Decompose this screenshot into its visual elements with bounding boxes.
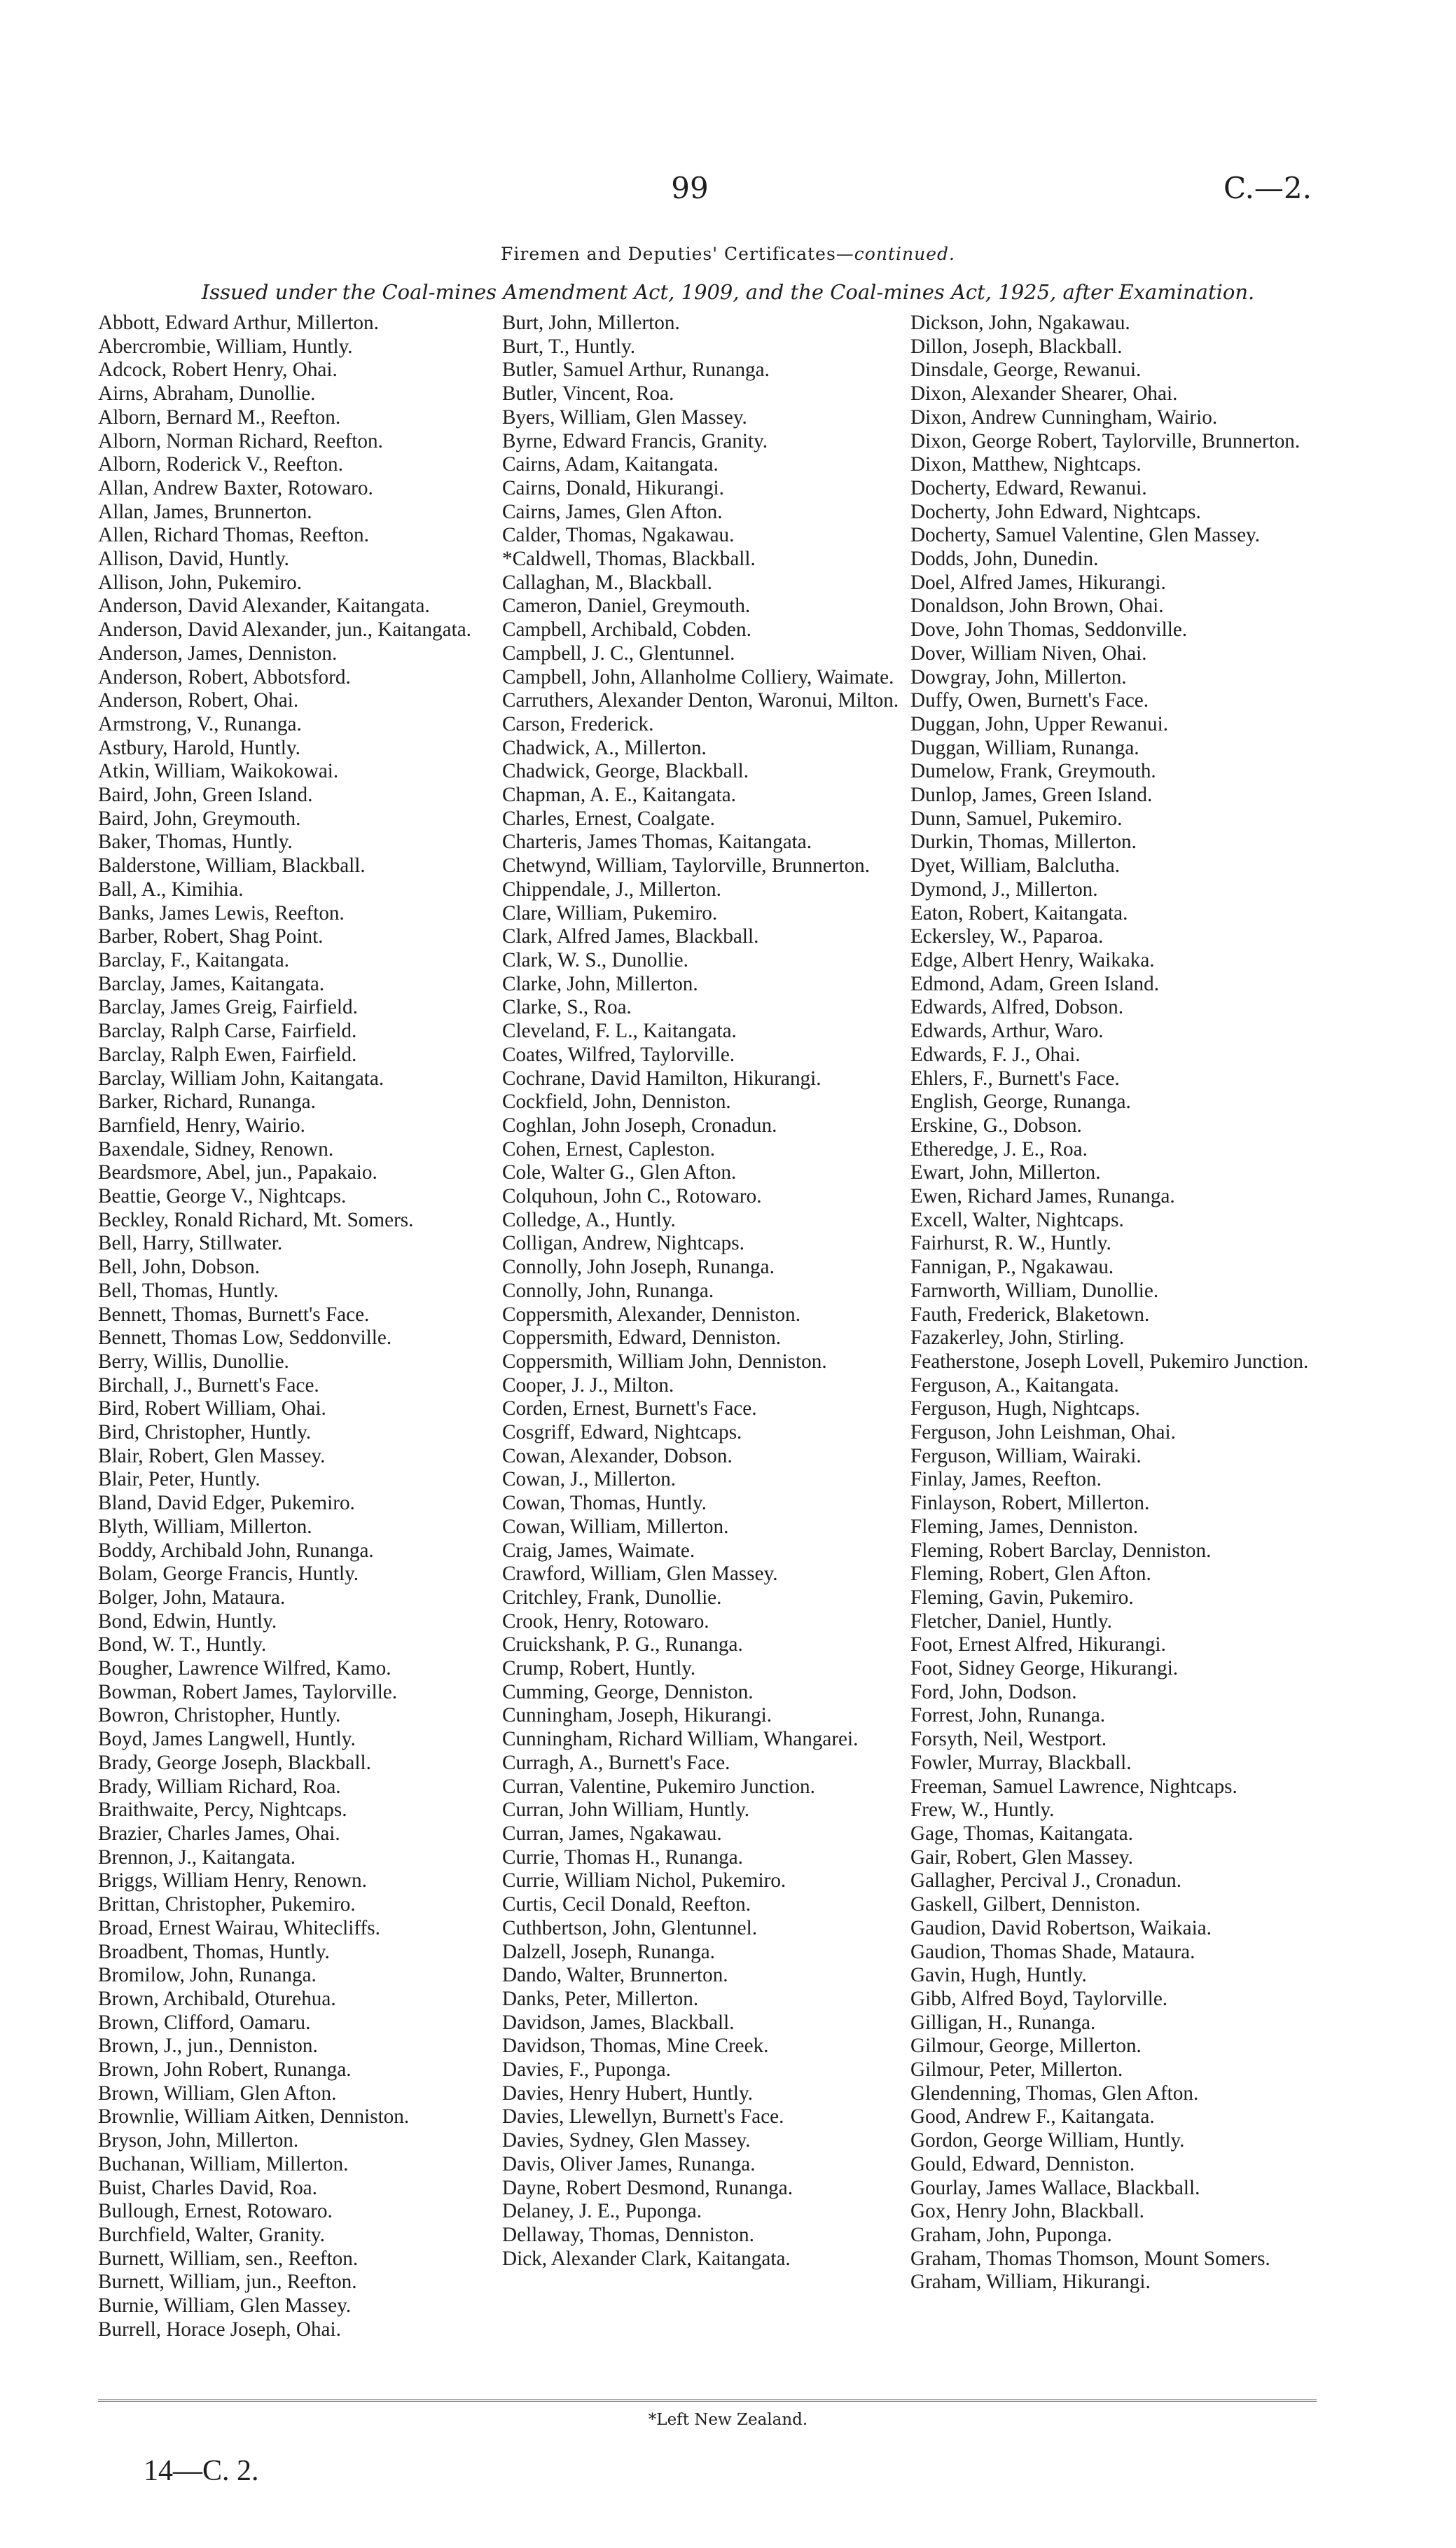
certificate-holder-entry: Bullough, Ernest, Rotowaro. [98,2200,333,2223]
certificate-holder-entry: Dunlop, James, Green Island. [910,784,1153,807]
certificate-holder-entry: Beattie, George V., Nightcaps. [98,1185,347,1208]
certificate-holder-entry: Burt, T., Huntly. [502,335,635,358]
certificate-holder-entry: Cleveland, F. L., Kaitangata. [502,1020,737,1043]
certificate-holder-entry: Connolly, John, Runanga. [502,1279,714,1302]
certificate-holder-entry: Birchall, J., Burnett's Face. [98,1373,319,1397]
names-column-1 [98,312,508,2341]
certificate-holder-entry: Etheredge, J. E., Roa. [910,1137,1088,1161]
certificate-holder-entry: Fletcher, Daniel, Huntly. [910,1609,1112,1633]
certificate-holder-entry: Dayne, Robert Desmond, Runanga. [502,2176,793,2199]
certificate-holder-entry: Allan, Andrew Baxter, Rotowaro. [98,476,373,499]
certificate-holder-entry: Gilmour, Peter, Millerton. [910,2058,1123,2082]
certificate-holder-entry: Cunningham, Joseph, Hikurangi. [502,1704,772,1727]
certificate-holder-entry: Corden, Ernest, Burnett's Face. [502,1397,757,1420]
certificate-holder-entry: Byrne, Edward Francis, Granity. [502,429,768,452]
certificate-holder-entry: Delaney, J. E., Puponga. [502,2200,702,2223]
certificate-holder-entry: Chapman, A. E., Kaitangata. [502,784,736,807]
certificate-holder-entry: Ewart, John, Millerton. [910,1161,1101,1184]
certificate-holder-entry: Bell, Thomas, Huntly. [98,1279,279,1302]
certificate-holder-entry: Allan, James, Brunnerton. [98,500,312,523]
certificate-holder-entry: Eckersley, W., Paparoa. [910,925,1104,948]
certificate-holder-entry: Curran, Valentine, Pukemiro Junction. [502,1775,815,1798]
certificate-holder-entry: Bougher, Lawrence Wilfred, Kamo. [98,1657,391,1680]
certificate-holder-entry: Campbell, Archibald, Cobden. [502,618,751,642]
certificate-holder-entry: Fleming, James, Denniston. [910,1515,1139,1538]
certificate-holder-entry: Brazier, Charles James, Ohai. [98,1822,340,1845]
certificate-holder-entry: Brown, Clifford, Oamaru. [98,2011,311,2034]
certificate-holder-entry: Bennett, Thomas, Burnett's Face. [98,1303,370,1326]
certificate-holder-entry: Davies, Llewellyn, Burnett's Face. [502,2105,784,2128]
certificate-holder-entry: Abbott, Edward Arthur, Millerton. [98,312,379,334]
certificate-holder-entry: Gavin, Hugh, Huntly. [910,1964,1087,1987]
certificate-holder-entry: Dellaway, Thomas, Denniston. [502,2223,754,2246]
certificate-holder-entry: Banks, James Lewis, Reefton. [98,901,345,925]
certificate-holder-entry: Coates, Wilfred, Taylorville. [502,1043,735,1066]
certificate-holder-entry: Bromilow, John, Runanga. [98,1964,317,1987]
certificate-holder-entry: Brown, J., jun., Denniston. [98,2035,318,2058]
certificate-holder-entry: Dixon, Andrew Cunningham, Wairio. [910,406,1218,429]
certificate-holder-entry: Barber, Robert, Shag Point. [98,925,324,948]
certificate-holder-entry: Dowgray, John, Millerton. [910,665,1127,688]
certificate-holder-entry: Clare, William, Pukemiro. [502,901,718,925]
certificate-holder-entry: Dixon, Alexander Shearer, Ohai. [910,382,1178,406]
certificate-holder-entry: Gaudion, Thomas Shade, Mataura. [910,1940,1195,1963]
certificate-holder-entry: Barclay, James Greig, Fairfield. [98,996,358,1019]
certificate-holder-entry: Barker, Richard, Runanga. [98,1090,316,1114]
certificate-holder-entry: Dando, Walter, Brunnerton. [502,1964,728,1987]
certificate-holder-entry: Duggan, William, Runanga. [910,736,1139,759]
certificate-holder-entry: Edwards, F. J., Ohai. [910,1043,1081,1066]
certificate-holder-entry: Davies, F., Puponga. [502,2058,671,2082]
certificate-holder-entry: Gage, Thomas, Kaitangata. [910,1822,1133,1845]
certificate-holder-entry: Cruickshank, P. G., Runanga. [502,1633,743,1656]
certificate-holder-entry: Clark, Alfred James, Blackball. [502,925,759,948]
certificate-holder-entry: Allison, John, Pukemiro. [98,571,303,594]
certificate-holder-entry: Allen, Richard Thomas, Reefton. [98,524,369,547]
certificate-holder-entry: Berry, Willis, Dunollie. [98,1350,289,1373]
certificate-holder-entry: Broad, Ernest Wairau, Whitecliffs. [98,1916,380,1939]
certificate-holder-entry: Cunningham, Richard William, Whangarei. [502,1728,859,1751]
certificate-holder-entry: Crump, Robert, Huntly. [502,1657,696,1680]
certificate-holder-entry: Chippendale, J., Millerton. [502,878,721,901]
certificate-holder-entry: Campbell, J. C., Glentunnel. [502,642,735,665]
certificate-holder-entry: Cosgriff, Edward, Nightcaps. [502,1421,742,1444]
certificate-holder-entry: Gilligan, H., Runanga. [910,2011,1096,2034]
certificate-holder-entry: Burnett, William, jun., Reefton. [98,2271,357,2294]
certificate-holder-entry: Dodds, John, Dunedin. [910,548,1099,571]
certificate-holder-entry: Docherty, John Edward, Nightcaps. [910,500,1201,523]
certificate-holder-entry: Davidson, Thomas, Mine Creek. [502,2035,769,2058]
certificate-holder-entry: Anderson, Robert, Abbotsford. [98,665,351,688]
certificate-holder-entry: Fleming, Robert, Glen Afton. [910,1563,1151,1586]
certificate-holder-entry: Dove, John Thomas, Seddonville. [910,618,1188,642]
certificate-holder-entry: Bond, Edwin, Huntly. [98,1609,277,1633]
certificate-holder-entry: Anderson, David Alexander, jun., Kaitangata. [98,618,471,642]
certificate-holder-entry: Cameron, Daniel, Greymouth. [502,595,751,618]
certificate-holder-entry: Allison, David, Huntly. [98,548,289,571]
certificate-holder-entry: Edwards, Alfred, Dobson. [910,996,1123,1019]
certificate-holder-entry: Charles, Ernest, Coalgate. [502,807,715,830]
certificate-holder-entry: Forrest, John, Runanga. [910,1704,1106,1727]
certificate-holder-entry: Baker, Thomas, Huntly. [98,831,293,854]
certificate-holder-entry: Barclay, William John, Kaitangata. [98,1067,384,1090]
certificate-holder-entry: Atkin, William, Waikokowai. [98,760,339,783]
certificate-holder-entry: Finlay, James, Reefton. [910,1468,1102,1491]
certificate-holder-entry: Braithwaite, Percy, Nightcaps. [98,1799,347,1822]
certificate-holder-entry: Bryson, John, Millerton. [98,2129,299,2152]
certificate-holder-entry: Fleming, Robert Barclay, Denniston. [910,1539,1212,1562]
certificate-holder-entry: Beardsmore, Abel, jun., Papakaio. [98,1161,377,1184]
certificate-holder-entry: Gaskell, Gilbert, Denniston. [910,1893,1141,1916]
certificate-holder-entry: Cockfield, John, Denniston. [502,1090,731,1114]
certificate-holder-entry: Duggan, John, Upper Rewanui. [910,712,1169,735]
certificate-holder-entry: Cochrane, David Hamilton, Hikurangi. [502,1067,821,1090]
certificate-holder-entry: Ferguson, John Leishman, Ohai. [910,1421,1176,1444]
certificate-holder-entry: Barclay, James, Kaitangata. [98,972,325,995]
certificate-holder-entry: Baxendale, Sidney, Renown. [98,1137,334,1161]
certificate-holder-entry: Dinsdale, George, Rewanui. [910,359,1142,382]
certificate-holder-entry: Currie, William Nichol, Pukemiro. [502,1869,786,1892]
certificate-holder-entry: Edmond, Adam, Green Island. [910,972,1160,995]
certificate-holder-entry: Bird, Christopher, Huntly. [98,1421,312,1444]
certificate-holder-entry: Coppersmith, William John, Denniston. [502,1350,827,1373]
certificate-holder-entry: Cole, Walter G., Glen Afton. [502,1161,737,1184]
certificate-holder-entry: Cowan, Alexander, Dobson. [502,1444,733,1467]
certificate-holder-entry: Curran, John William, Huntly. [502,1799,750,1822]
certificate-holder-entry: English, George, Runanga. [910,1090,1131,1114]
certificate-holder-entry: Barclay, F., Kaitangata. [98,948,289,971]
certificate-holder-entry: Fauth, Frederick, Blaketown. [910,1303,1150,1326]
section-title-continued: continued. [854,244,955,264]
certificate-holder-entry: Bird, Robert William, Ohai. [98,1397,326,1420]
certificate-holder-entry: Anderson, James, Denniston. [98,642,338,665]
certificate-holder-entry: *Caldwell, Thomas, Blackball. [502,548,756,571]
certificate-holder-entry: Carson, Frederick. [502,712,654,735]
certificate-holder-entry: Gibb, Alfred Boyd, Taylorville. [910,1987,1168,2010]
certificate-holder-entry: Gourlay, James Wallace, Blackball. [910,2176,1200,2199]
certificate-holder-entry: Chetwynd, William, Taylorville, Brunnerton. [502,854,871,878]
certificate-holder-entry: Craig, James, Waimate. [502,1539,695,1562]
certificate-holder-entry: Currie, Thomas H., Runanga. [502,1846,743,1869]
certificate-holder-entry: Ferguson, William, Wairaki. [910,1444,1142,1467]
certificate-holder-entry: Dover, William Niven, Ohai. [910,642,1147,665]
certificate-holder-entry: Dymond, J., Millerton. [910,878,1098,901]
certificate-holder-entry: Blair, Robert, Glen Massey. [98,1444,326,1467]
certificate-holder-entry: Blair, Peter, Huntly. [98,1468,261,1491]
certificate-holder-entry: Davies, Sydney, Glen Massey. [502,2129,751,2152]
certificate-holder-entry: Dickson, John, Ngakawau. [910,312,1130,334]
certificate-holder-entry: Cairns, Adam, Kaitangata. [502,453,719,476]
certificate-holder-entry: Edge, Albert Henry, Waikaka. [910,948,1155,971]
section-title [0,244,1456,264]
certificate-holder-entry: Brady, William Richard, Roa. [98,1775,341,1798]
certificate-holder-entry: Fazakerley, John, Stirling. [910,1327,1125,1350]
certificate-holder-entry: Burrell, Horace Joseph, Ohai. [98,2318,341,2341]
certificate-holder-entry: Barnfield, Henry, Wairio. [98,1114,305,1137]
print-reference: 14—C. 2. [144,2455,259,2487]
certificate-holder-entry: Blyth, William, Millerton. [98,1515,312,1538]
certificate-holder-entry: Butler, Samuel Arthur, Runanga. [502,359,770,382]
footnote: *Left New Zealand. [648,2411,808,2429]
certificate-holder-entry: Duffy, Owen, Burnett's Face. [910,689,1149,712]
certificate-holder-entry: Dillon, Joseph, Blackball. [910,335,1123,358]
certificate-holder-entry: Colledge, A., Huntly. [502,1208,676,1231]
certificate-holder-entry: Alborn, Roderick V., Reefton. [98,453,343,476]
certificate-holder-entry: Alborn, Bernard M., Reefton. [98,406,341,429]
certificate-holder-entry: Eaton, Robert, Kaitangata. [910,901,1128,925]
certificate-holder-entry: Crook, Henry, Rotowaro. [502,1609,709,1633]
certificate-holder-entry: Chadwick, A., Millerton. [502,736,707,759]
certificate-holder-entry: Ball, A., Kimihia. [98,878,244,901]
certificate-holder-entry: Graham, William, Hikurangi. [910,2271,1151,2294]
certificate-holder-entry: Coppersmith, Edward, Denniston. [502,1327,782,1350]
certificate-holder-entry: Clark, W. S., Dunollie. [502,948,688,971]
certificate-holder-entry: Foot, Ernest Alfred, Hikurangi. [910,1633,1166,1656]
certificate-holder-entry: Brady, George Joseph, Blackball. [98,1751,371,1774]
certificate-holder-entry: Foot, Sidney George, Hikurangi. [910,1657,1179,1680]
certificate-holder-entry: Gair, Robert, Glen Massey. [910,1846,1133,1869]
certificate-holder-entry: Dyet, William, Balclutha. [910,854,1121,878]
certificate-holder-entry: Coppersmith, Alexander, Denniston. [502,1303,801,1326]
certificate-holder-entry: Cairns, James, Glen Afton. [502,500,723,523]
certificate-holder-entry: Docherty, Samuel Valentine, Glen Massey. [910,524,1261,547]
certificate-holder-entry: Burnie, William, Glen Massey. [98,2294,352,2318]
certificate-holder-entry: Connolly, John Joseph, Runanga. [502,1256,775,1279]
certificate-holder-entry: Airns, Abraham, Dunollie. [98,382,316,406]
certificate-holder-entry: Ferguson, Hugh, Nightcaps. [910,1397,1140,1420]
certificate-holder-entry: Coghlan, John Joseph, Cronadun. [502,1114,777,1137]
certificate-holder-entry: Briggs, William Henry, Renown. [98,1869,367,1892]
certificate-holder-entry: Cowan, J., Millerton. [502,1468,677,1491]
certificate-holder-entry: Danks, Peter, Millerton. [502,1987,699,2010]
certificate-holder-entry: Brown, John Robert, Runanga. [98,2058,352,2082]
certificate-holder-entry: Doel, Alfred James, Hikurangi. [910,571,1166,594]
certificate-holder-entry: Bennett, Thomas Low, Seddonville. [98,1327,392,1350]
certificate-holder-entry: Curragh, A., Burnett's Face. [502,1751,730,1774]
certificate-holder-entry: Armstrong, V., Runanga. [98,712,302,735]
certificate-holder-entry: Brown, Archibald, Oturehua. [98,1987,336,2010]
certificate-holder-entry: Brittan, Christopher, Pukemiro. [98,1893,356,1916]
certificate-holder-entry: Cowan, Thomas, Huntly. [502,1492,707,1515]
certificate-holder-entry: Dalzell, Joseph, Runanga. [502,1940,715,1963]
certificate-holder-entry: Cohen, Ernest, Capleston. [502,1137,715,1161]
certificate-holder-entry: Freeman, Samuel Lawrence, Nightcaps. [910,1775,1237,1798]
certificate-holder-entry: Bowman, Robert James, Taylorville. [98,1680,398,1703]
certificate-holder-entry: Bell, Harry, Stillwater. [98,1232,283,1255]
certificate-holder-entry: Burnett, William, sen., Reefton. [98,2247,359,2270]
certificate-holder-entry: Fairhurst, R. W., Huntly. [910,1232,1111,1255]
certificate-holder-entry: Bolam, George Francis, Huntly. [98,1563,359,1586]
certificate-holder-entry: Bland, David Edger, Pukemiro. [98,1492,355,1515]
certificate-holder-entry: Brennon, J., Kaitangata. [98,1846,296,1869]
certificate-holder-entry: Astbury, Harold, Huntly. [98,736,300,759]
certificate-holder-entry: Colquhoun, John C., Rotowaro. [502,1185,762,1208]
certificate-holder-entry: Dumelow, Frank, Greymouth. [910,760,1156,783]
certificate-holder-entry: Finlayson, Robert, Millerton. [910,1492,1150,1515]
section-title-main: Firemen and Deputies' Certificates— [501,244,854,264]
certificate-holder-entry: Ford, John, Dodson. [910,1680,1077,1703]
certificate-holder-entry: Baird, John, Greymouth. [98,807,301,830]
certificate-holder-entry: Gaudion, David Robertson, Waikaia. [910,1916,1212,1939]
certificate-holder-entry: Good, Andrew F., Kaitangata. [910,2105,1155,2128]
certificate-holder-entry: Broadbent, Thomas, Huntly. [98,1940,330,1963]
certificate-holder-entry: Clarke, John, Millerton. [502,972,698,995]
certificate-holder-entry: Butler, Vincent, Roa. [502,382,674,406]
certificate-holder-entry: Curran, James, Ngakawau. [502,1822,722,1845]
certificate-holder-entry: Excell, Walter, Nightcaps. [910,1208,1124,1231]
certificate-holder-entry: Ferguson, A., Kaitangata. [910,1373,1119,1397]
certificate-holder-entry: Colligan, Andrew, Nightcaps. [502,1232,744,1255]
certificate-holder-entry: Gould, Edward, Denniston. [910,2152,1135,2175]
certificate-holder-entry: Chadwick, George, Blackball. [502,760,749,783]
certificate-holder-entry: Erskine, G., Dobson. [910,1114,1082,1137]
certificate-holder-entry: Burt, John, Millerton. [502,312,680,334]
certificate-holder-entry: Ehlers, F., Burnett's Face. [910,1067,1120,1090]
certificate-holder-entry: Fannigan, P., Ngakawau. [910,1256,1114,1279]
certificate-holder-entry: Boyd, James Langwell, Huntly. [98,1728,356,1751]
certificate-holder-entry: Cairns, Donald, Hikurangi. [502,476,724,499]
certificate-holder-entry: Buchanan, William, Millerton. [98,2152,349,2175]
certificate-holder-entry: Anderson, David Alexander, Kaitangata. [98,595,430,618]
certificate-holder-entry: Glendenning, Thomas, Glen Afton. [910,2082,1199,2105]
certificate-holder-entry: Bolger, John, Mataura. [98,1586,286,1609]
certificate-holder-entry: Barclay, Ralph Carse, Fairfield. [98,1020,357,1043]
certificate-holder-entry: Crawford, William, Glen Massey. [502,1563,778,1586]
certificate-holder-entry: Gox, Henry John, Blackball. [910,2200,1144,2223]
certificate-holder-entry: Calder, Thomas, Ngakawau. [502,524,735,547]
certificate-holder-entry: Carruthers, Alexander Denton, Waronui, Milton. [502,689,899,712]
certificate-holder-entry: Graham, Thomas Thomson, Mount Somers. [910,2247,1270,2270]
certificate-holder-entry: Charteris, James Thomas, Kaitangata. [502,831,812,854]
certificate-holder-entry: Bowron, Christopher, Huntly. [98,1704,341,1727]
certificate-holder-entry: Featherstone, Joseph Lovell, Pukemiro Junction. [910,1350,1309,1373]
certificate-holder-entry: Clarke, S., Roa. [502,996,632,1019]
certificate-holder-entry: Balderstone, William, Blackball. [98,854,366,878]
certificate-holder-entry: Dunn, Samuel, Pukemiro. [910,807,1123,830]
certificate-holder-entry: Cooper, J. J., Milton. [502,1373,674,1397]
footer-rule [98,2400,1317,2402]
certificate-holder-entry: Fleming, Gavin, Pukemiro. [910,1586,1134,1609]
certificate-holder-entry: Forsyth, Neil, Westport. [910,1728,1107,1751]
certificate-holder-entry: Gilmour, George, Millerton. [910,2035,1142,2058]
certificate-holder-entry: Campbell, John, Allanholme Colliery, Waimate. [502,665,894,688]
certificate-holder-entry: Fowler, Murray, Blackball. [910,1751,1132,1774]
certificate-holder-entry: Docherty, Edward, Rewanui. [910,476,1147,499]
certificate-holder-entry: Durkin, Thomas, Millerton. [910,831,1137,854]
certificate-holder-entry: Gordon, George William, Huntly. [910,2129,1185,2152]
certificate-holder-entry: Frew, W., Huntly. [910,1799,1055,1822]
certificate-holder-entry: Dixon, George Robert, Taylorville, Brunnerton. [910,429,1301,452]
certificate-holder-entry: Donaldson, John Brown, Ohai. [910,595,1164,618]
certificate-holder-entry: Anderson, Robert, Ohai. [98,689,299,712]
certificate-holder-entry: Buist, Charles David, Roa. [98,2176,317,2199]
certificate-holder-entry: Adcock, Robert Henry, Ohai. [98,359,338,382]
certificate-holder-entry: Bell, John, Dobson. [98,1256,261,1279]
certificate-holder-entry: Curtis, Cecil Donald, Reefton. [502,1893,751,1916]
certificate-holder-entry: Graham, John, Puponga. [910,2223,1112,2246]
certificate-holder-entry: Davies, Henry Hubert, Huntly. [502,2082,754,2105]
document-reference: C.—2. [1223,171,1312,205]
names-column-3 [910,312,1320,2294]
certificate-holder-entry: Alborn, Norman Richard, Reefton. [98,429,383,452]
names-column-2 [502,312,912,2271]
certificate-holder-entry: Edwards, Arthur, Waro. [910,1020,1104,1043]
certificate-holder-entry: Barclay, Ralph Ewen, Fairfield. [98,1043,357,1066]
certificate-holder-entry: Callaghan, M., Blackball. [502,571,712,594]
certificate-holder-entry: Critchley, Frank, Dunollie. [502,1586,722,1609]
certificate-holder-entry: Cowan, William, Millerton. [502,1515,729,1538]
certificate-holder-entry: Byers, William, Glen Massey. [502,406,747,429]
page-number: 99 [671,171,709,205]
certificate-holder-entry: Abercrombie, William, Huntly. [98,335,353,358]
certificate-holder-entry: Ewen, Richard James, Runanga. [910,1185,1175,1208]
certificate-holder-entry: Gallagher, Percival J., Cronadun. [910,1869,1182,1892]
certificate-holder-entry: Beckley, Ronald Richard, Mt. Somers. [98,1208,414,1231]
certificate-holder-entry: Bond, W. T., Huntly. [98,1633,267,1656]
section-subtitle: Issued under the Coal-mines Amendment Act, 1909, and the Coal-mines Act, 1925, after Examination. [201,280,1255,304]
certificate-holder-entry: Dick, Alexander Clark, Kaitangata. [502,2247,791,2270]
certificate-holder-entry: Brownlie, William Aitken, Denniston. [98,2105,410,2128]
certificate-holder-entry: Davidson, James, Blackball. [502,2011,735,2034]
certificate-holder-entry: Burchfield, Walter, Granity. [98,2223,325,2246]
certificate-holder-entry: Cuthbertson, John, Glentunnel. [502,1916,758,1939]
certificate-holder-entry: Farnworth, William, Dunollie. [910,1279,1159,1302]
certificate-holder-entry: Baird, John, Green Island. [98,784,313,807]
certificate-holder-entry: Cumming, George, Denniston. [502,1680,754,1703]
certificate-holder-entry: Davis, Oliver James, Runanga. [502,2152,756,2175]
certificate-holder-entry: Brown, William, Glen Afton. [98,2082,337,2105]
certificate-holder-entry: Boddy, Archibald John, Runanga. [98,1539,374,1562]
certificate-holder-entry: Dixon, Matthew, Nightcaps. [910,453,1142,476]
